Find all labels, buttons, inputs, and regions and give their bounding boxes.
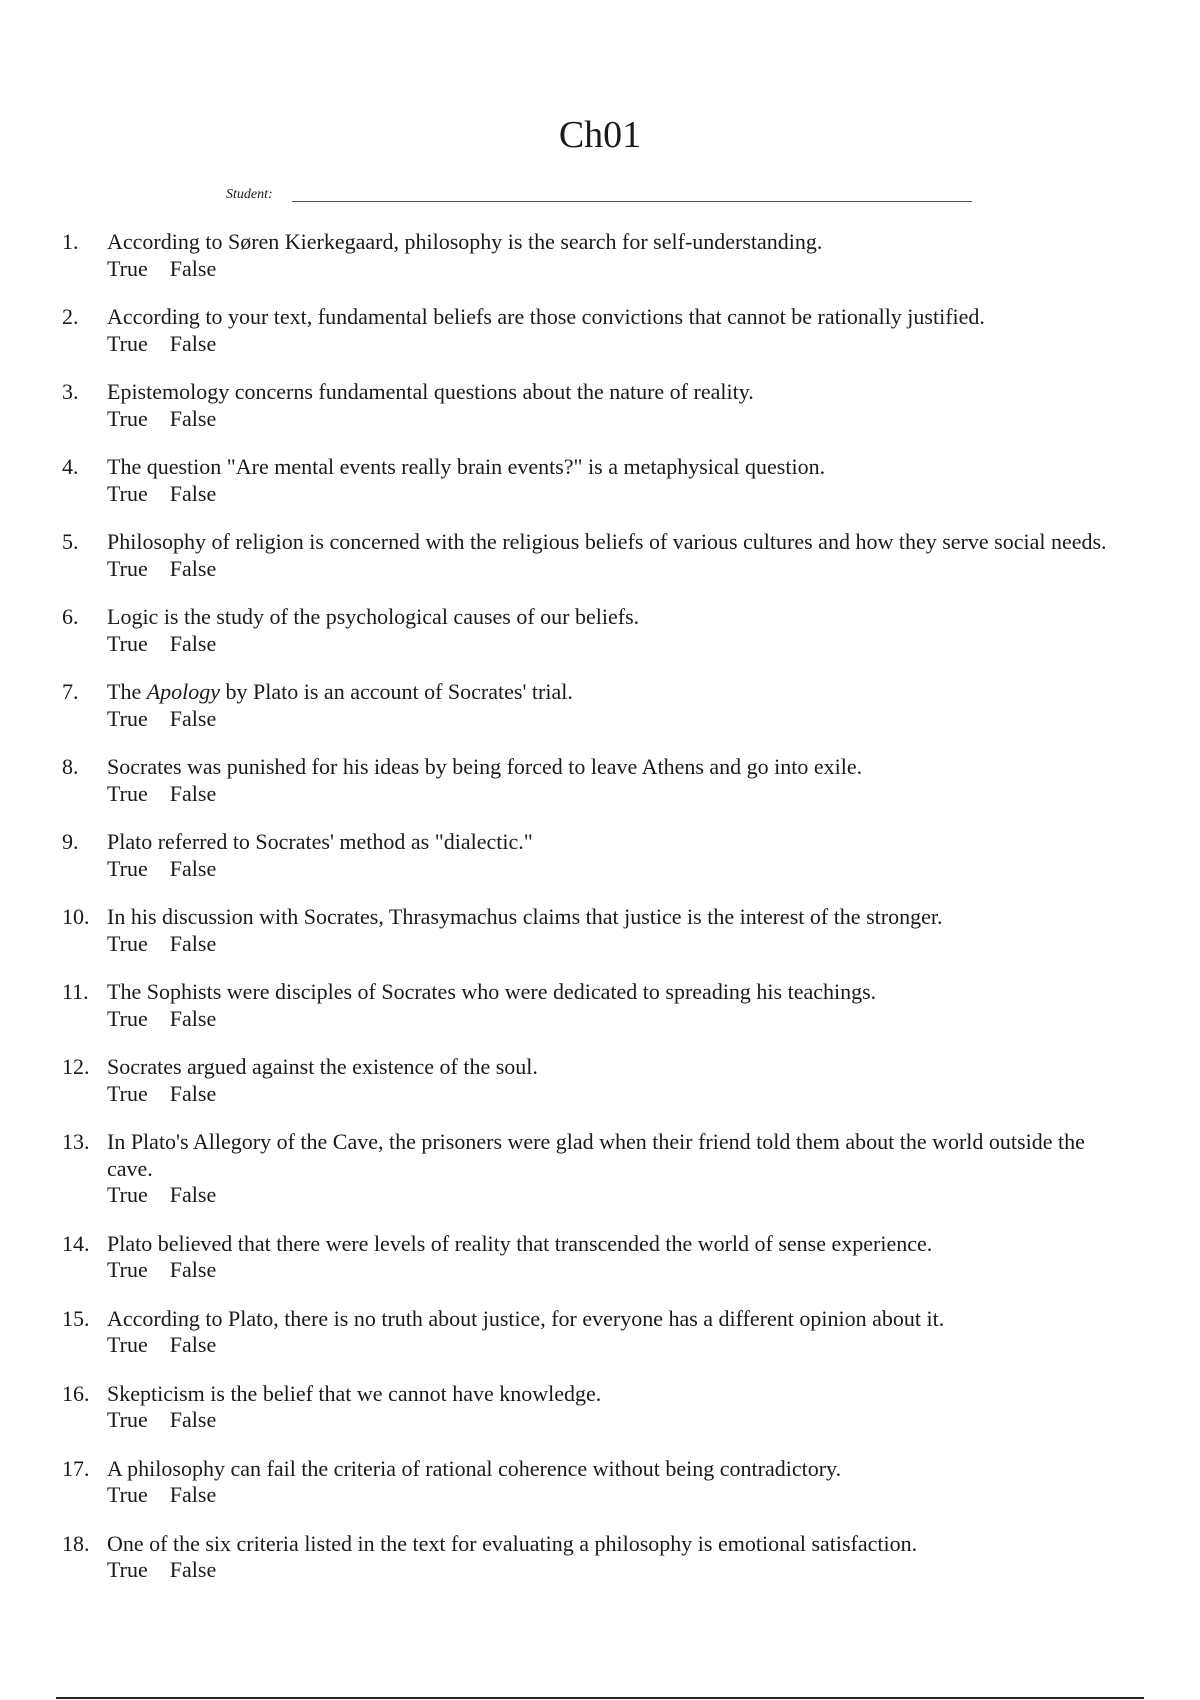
question-1 [62,229,1112,282]
answer-options [107,1081,1112,1108]
student-name-field [226,186,972,204]
question-number: 2. [62,304,79,329]
option-true: True [107,330,148,356]
question-17 [62,1456,1112,1509]
question-number: 18. [62,1530,90,1556]
answer-options [107,781,1112,808]
option-false: False [169,1482,217,1507]
option-false: False [169,330,217,356]
answer-options [107,1407,1112,1434]
option-false: False [169,1332,217,1357]
answer-options [107,631,1112,658]
option-false: False [169,1257,217,1282]
option-true: True [107,705,148,731]
question-number: 14. [62,1230,90,1256]
option-true: True [107,1080,148,1106]
option-false: False [169,405,217,431]
question-number: 9. [62,829,79,854]
option-true: True [107,1332,148,1357]
option-false: False [169,780,217,806]
question-7 [62,679,1112,732]
footer-rule [56,1697,1144,1699]
question-text: One of the six criteria listed in the text for evaluating a philosophy is emotional satisfaction. [107,1530,918,1556]
question-12 [62,1054,1112,1107]
option-true: True [107,630,148,656]
answer-options [107,256,1112,283]
question-text: A philosophy can fail the criteria of rational coherence without being contradictory. [107,1455,842,1481]
option-false: False [169,555,217,581]
question-text: Plato referred to Socrates' method as "dialectic." [107,829,533,854]
answer-options [107,931,1112,958]
option-false: False [169,1407,217,1432]
answer-options [107,706,1112,733]
question-text: In Plato's Allegory of the Cave, the prisoners were glad when their friend told them about the world outside the cave. [107,1129,1085,1181]
question-text: According to Søren Kierkegaard, philosophy is the search for self-understanding. [107,229,823,254]
option-true: True [107,480,148,506]
question-text: Skepticism is the belief that we cannot have knowledge. [107,1380,602,1406]
question-text-before: The [107,679,147,704]
option-true: True [107,1407,148,1432]
answer-options [107,856,1112,883]
question-number: 7. [62,679,79,704]
question-15 [62,1306,1112,1359]
answer-options [107,331,1112,358]
question-text: The Sophists were disciples of Socrates who were dedicated to spreading his teachings. [107,979,877,1004]
question-list [62,229,1112,1606]
answer-options [107,481,1112,508]
option-false: False [169,855,217,881]
question-number: 1. [62,229,79,254]
question-10 [62,904,1112,957]
answer-options [107,1006,1112,1033]
question-number: 13. [62,1129,90,1154]
option-true: True [107,1182,148,1207]
question-5 [62,529,1112,582]
question-number: 10. [62,904,90,929]
question-4 [62,454,1112,507]
question-2 [62,304,1112,357]
option-false: False [169,1005,217,1031]
option-true: True [107,1005,148,1031]
student-label: Student: [226,187,273,202]
question-number: 17. [62,1455,90,1481]
answer-options [107,1182,1112,1209]
question-text: Socrates was punished for his ideas by being forced to leave Athens and go into exile. [107,754,863,779]
question-text: Epistemology concerns fundamental questions about the nature of reality. [107,379,754,404]
answer-options [107,406,1112,433]
answer-options [107,1332,1112,1359]
option-true: True [107,405,148,431]
question-number: 3. [62,379,79,404]
question-11 [62,979,1112,1032]
question-number: 11. [62,979,89,1004]
option-true: True [107,555,148,581]
question-number: 8. [62,754,79,779]
question-text: According to Plato, there is no truth about justice, for everyone has a different opinion about it. [107,1305,945,1331]
option-false: False [169,705,217,731]
question-text: In his discussion with Socrates, Thrasymachus claims that justice is the interest of the stronger. [107,904,943,929]
option-true: True [107,780,148,806]
page-title: Ch01 [558,114,642,156]
option-false: False [169,630,217,656]
option-false: False [169,1080,217,1106]
option-true: True [107,855,148,881]
question-6 [62,604,1112,657]
question-13 [62,1129,1112,1209]
question-9 [62,829,1112,882]
question-text: According to your text, fundamental beliefs are those convictions that cannot be rationally justified. [107,304,985,329]
question-text: The question "Are mental events really brain events?" is a metaphysical question. [107,454,826,479]
option-true: True [107,1482,148,1507]
option-false: False [169,1557,217,1582]
question-16 [62,1381,1112,1434]
option-true: True [107,255,148,281]
question-text [107,679,1112,706]
question-text: Logic is the study of the psychological causes of our beliefs. [107,604,640,629]
option-true: True [107,1557,148,1582]
option-false: False [169,1182,217,1207]
answer-options [107,1482,1112,1509]
question-3 [62,379,1112,432]
answer-options [107,1257,1112,1284]
question-text: Plato believed that there were levels of reality that transcended the world of sense experience. [107,1230,933,1256]
question-number: 4. [62,454,79,479]
book-title-apology: Apology [146,679,221,704]
answer-options [107,556,1112,583]
question-text: Socrates argued against the existence of the soul. [107,1054,538,1079]
option-false: False [169,480,217,506]
question-number: 15. [62,1305,90,1331]
question-18 [62,1531,1112,1584]
question-text: Philosophy of religion is concerned with the religious beliefs of various cultures and how they serve social needs. [107,529,1107,554]
option-false: False [169,255,217,281]
option-true: True [107,1257,148,1282]
option-false: False [169,930,217,956]
answer-options [107,1557,1112,1584]
option-true: True [107,930,148,956]
question-14 [62,1231,1112,1284]
question-text-after: by Plato is an account of Socrates' trial. [220,679,573,704]
question-number: 6. [62,604,79,629]
question-8 [62,754,1112,807]
question-number: 5. [62,529,79,554]
question-number: 16. [62,1380,90,1406]
question-number: 12. [62,1054,90,1079]
student-name-line [292,201,972,202]
